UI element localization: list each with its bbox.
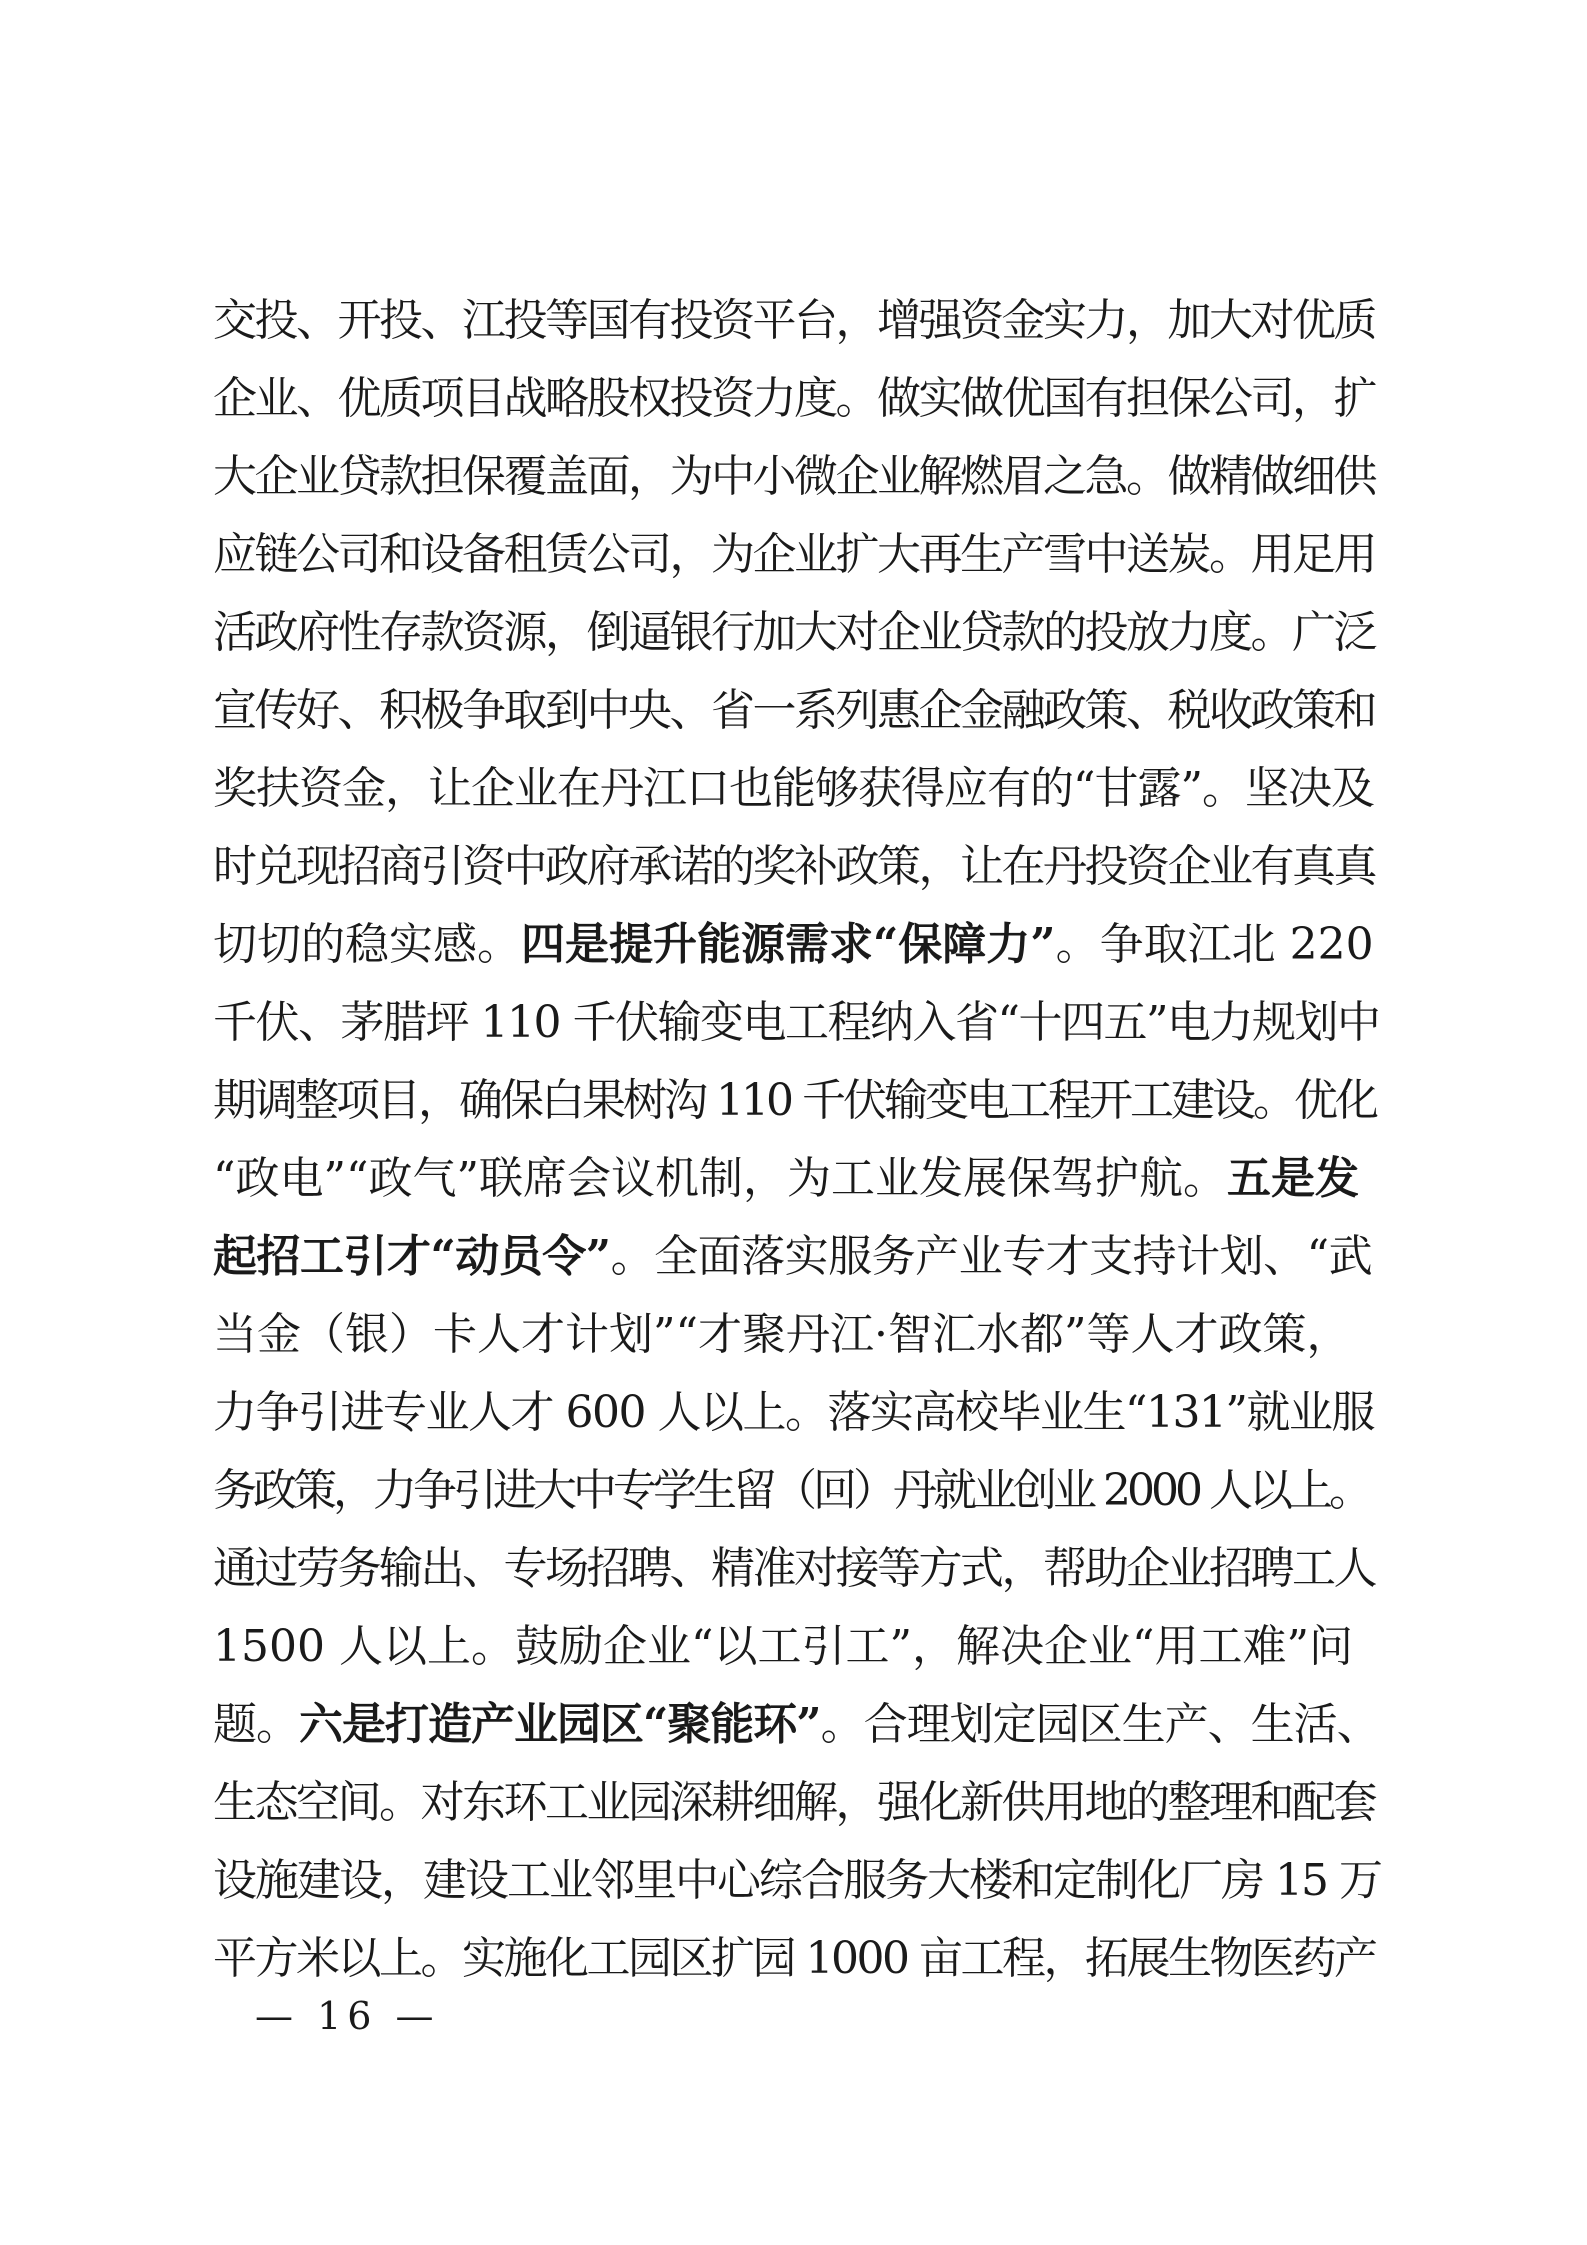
text-line bbox=[213, 1842, 1383, 1920]
body-text-run: 奖扶资金，让企业在丹江口也能够获得应有的“甘露”。坚决及 bbox=[213, 763, 1374, 814]
body-text-run: 交投、开投、江投等国有投资平台，增强资金实力，加大对优质 bbox=[213, 295, 1375, 346]
body-text-run: 期调整项目，确保白果树沟 110 千伏输变电工程开工建设。优化 bbox=[213, 1075, 1376, 1126]
text-line bbox=[213, 1296, 1383, 1374]
body-text bbox=[213, 282, 1383, 1998]
text-line bbox=[213, 750, 1383, 828]
body-text-run: 切切的稳实感。 bbox=[213, 919, 521, 970]
text-line bbox=[213, 1608, 1383, 1686]
page-number: — 16 — bbox=[255, 1994, 440, 2038]
body-text-run: 千伏、茅腊坪 110 千伏输变电工程纳入省“十四五”电力规划中 bbox=[213, 997, 1380, 1048]
text-line bbox=[213, 1452, 1383, 1530]
body-text-run: 大企业贷款担保覆盖面，为中小微企业解燃眉之急。做精做细供 bbox=[213, 451, 1375, 502]
bold-heading-text: 五是发 bbox=[1226, 1153, 1359, 1204]
body-text-run: 1500 人以上。鼓励企业“以工引工”，解决企业“用工难”问 bbox=[213, 1621, 1353, 1672]
text-line bbox=[213, 1764, 1383, 1842]
text-line bbox=[213, 1218, 1383, 1296]
body-text-run: 务政策，力争引进大中专学生留（回）丹就业创业 2000 人以上。 bbox=[213, 1465, 1369, 1516]
body-text-run: “政电”“政气”联席会议机制，为工业发展保驾护航。 bbox=[213, 1153, 1227, 1204]
bold-heading-text: 起招工引才“动员令” bbox=[213, 1231, 611, 1282]
body-text-run: 通过劳务输出、专场招聘、精准对接等方式，帮助企业招聘工人 bbox=[213, 1543, 1375, 1594]
text-line bbox=[213, 516, 1383, 594]
body-text-run: 力争引进专业人才 600 人以上。落实高校毕业生“131”就业服 bbox=[213, 1387, 1374, 1438]
text-line bbox=[213, 984, 1383, 1062]
bold-heading-text: 六是打造产业园区“聚能环” bbox=[299, 1699, 821, 1750]
body-text-run: 。全面落实服务产业专才支持计划、“武 bbox=[610, 1231, 1373, 1282]
body-text-run: 生态空间。对东环工业园深耕细解，强化新供用地的整理和配套 bbox=[213, 1777, 1375, 1828]
text-line bbox=[213, 672, 1383, 750]
text-line bbox=[213, 282, 1383, 360]
body-text-run: 平方米以上。实施化工园区扩园 1000 亩工程，拓展生物医药产 bbox=[213, 1933, 1376, 1984]
body-text-run: 时兑现招商引资中政府承诺的奖补政策，让在丹投资企业有真真 bbox=[213, 841, 1375, 892]
body-text-run: 。争取江北 220 bbox=[1055, 919, 1374, 970]
text-line bbox=[213, 1686, 1383, 1764]
body-text-run: 当金（银）卡人才计划”“才聚丹江·智汇水都”等人才政策， bbox=[213, 1309, 1351, 1360]
text-line bbox=[213, 360, 1383, 438]
text-line bbox=[213, 438, 1383, 516]
bold-heading-text: 四是提升能源需求“保障力” bbox=[521, 919, 1056, 970]
text-line bbox=[213, 906, 1383, 984]
text-line bbox=[213, 1062, 1383, 1140]
body-text-run: 企业、优质项目战略股权投资力度。做实做优国有担保公司，扩 bbox=[213, 373, 1375, 424]
text-line bbox=[213, 828, 1383, 906]
body-text-run: 活政府性存款资源，倒逼银行加大对企业贷款的投放力度。广泛 bbox=[213, 607, 1375, 658]
body-text-run: 宣传好、积极争取到中央、省一系列惠企金融政策、税收政策和 bbox=[213, 685, 1375, 736]
body-text-run: 应链公司和设备租赁公司，为企业扩大再生产雪中送炭。用足用 bbox=[213, 529, 1375, 580]
text-line bbox=[213, 1140, 1383, 1218]
body-text-run: 设施建设，建设工业邻里中心综合服务大楼和定制化厂房 15 万 bbox=[213, 1855, 1381, 1906]
text-line bbox=[213, 1374, 1383, 1452]
text-line bbox=[213, 594, 1383, 672]
text-line bbox=[213, 1530, 1383, 1608]
body-text-run: 。合理划定园区生产、生活、 bbox=[820, 1699, 1380, 1750]
body-text-run: 题。 bbox=[213, 1699, 299, 1750]
